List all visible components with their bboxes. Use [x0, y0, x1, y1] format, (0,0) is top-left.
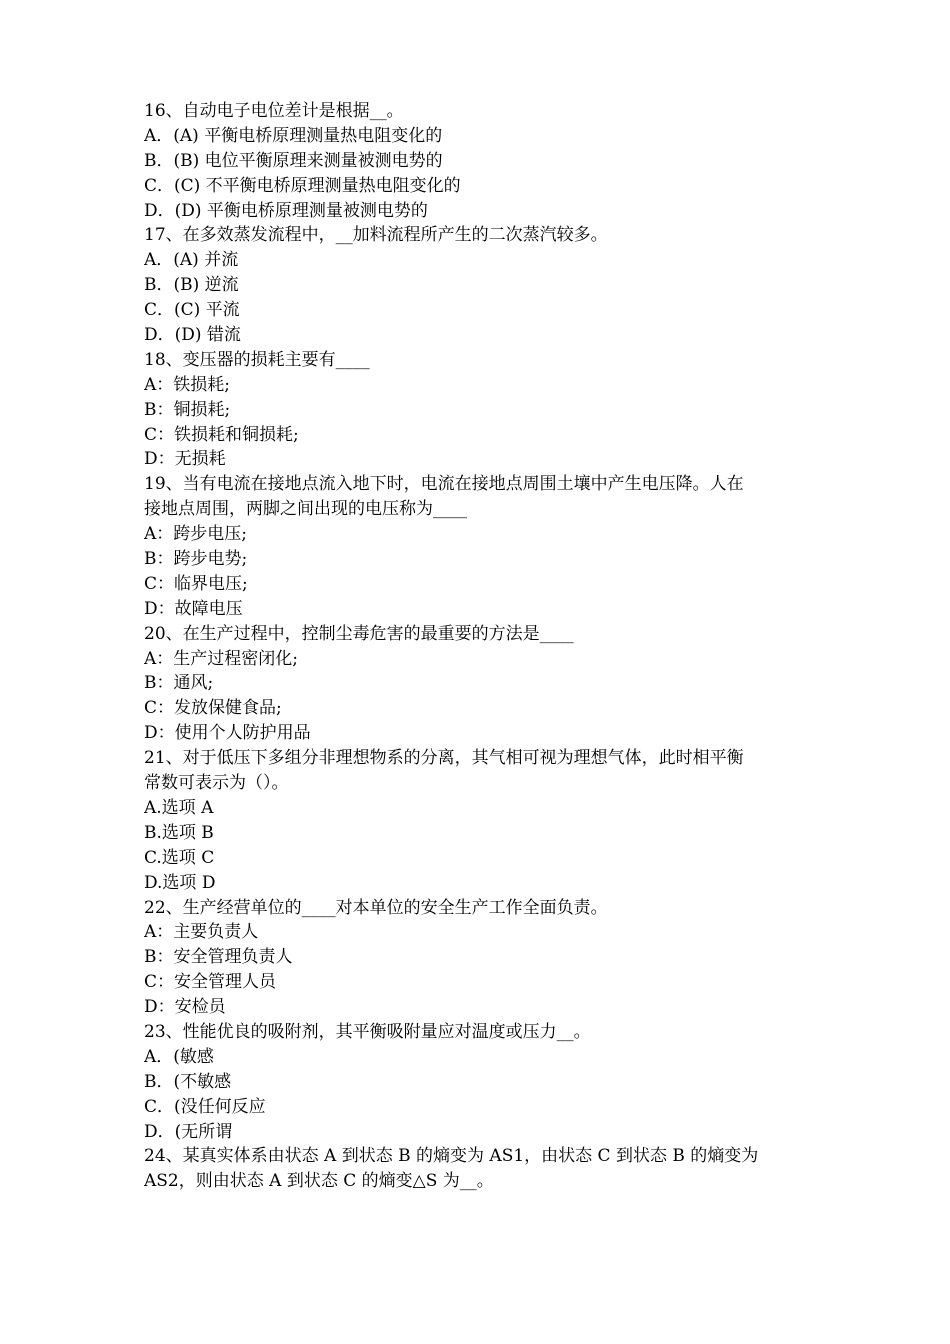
answer-option: B.选项 B [144, 822, 214, 843]
question-list [144, 99, 814, 1194]
question-text: 23、性能优良的吸附剂，其平衡吸附量应对温度或压力__。 [144, 1021, 591, 1042]
question-text: 20、在生产过程中，控制尘毒危害的最重要的方法是____ [144, 623, 574, 644]
answer-option: D：无损耗 [144, 449, 226, 470]
question-text: 接地点周围，两脚之间出现的电压称为____ [144, 499, 467, 520]
answer-option: C.选项 C [144, 847, 215, 868]
answer-option: C：发放保健食品; [144, 698, 282, 719]
answer-option: A．(敏感 [144, 1046, 214, 1067]
answer-option: A：跨步电压; [144, 524, 248, 545]
answer-option: B．(B) 逆流 [144, 275, 239, 296]
question-block [144, 1144, 814, 1194]
question-text: 19、当有电流在接地点流入地下时，电流在接地点周围土壤中产生电压降。人在 [144, 474, 744, 495]
answer-option: D：故障电压 [144, 598, 243, 619]
answer-option: D．(D) 平衡电桥原理测量被测电势的 [144, 200, 428, 221]
question-block [144, 348, 814, 472]
answer-option: B．(B) 电位平衡原理来测量被测电势的 [144, 150, 443, 171]
question-text: 16、自动电子电位差计是根据__。 [144, 101, 404, 121]
answer-option: A．(A) 平衡电桥原理测量热电阻变化的 [144, 125, 443, 146]
answer-option: D.选项 D [144, 872, 216, 893]
answer-option: C．(C) 平流 [144, 300, 240, 321]
answer-option: A．(A) 并流 [144, 250, 239, 271]
question-text: 17、在多效蒸发流程中，__加料流程所产生的二次蒸汽较多。 [144, 225, 608, 246]
answer-option: B：安全管理负责人 [144, 947, 293, 968]
answer-option: C：临界电压; [144, 573, 248, 594]
answer-option: B：通风; [144, 673, 214, 694]
answer-option: C．(C) 不平衡电桥原理测量热电阻变化的 [144, 175, 461, 196]
question-text: 22、生产经营单位的____对本单位的安全生产工作全面负责。 [144, 897, 608, 918]
answer-option: A.选项 A [144, 797, 214, 818]
answer-option: C．(没任何反应 [144, 1096, 266, 1117]
answer-option: C：铁损耗和铜损耗; [144, 424, 299, 445]
answer-option: A：生产过程密闭化; [144, 648, 299, 669]
answer-option: D．(D) 错流 [144, 325, 241, 346]
answer-option: D：使用个人防护用品 [144, 723, 311, 744]
question-block [144, 1020, 814, 1144]
question-text: 21、对于低压下多组分非理想物系的分离，其气相可视为理想气体，此时相平衡 [144, 748, 744, 769]
question-block [144, 472, 814, 621]
answer-option: A：铁损耗; [144, 374, 231, 395]
question-block [144, 896, 814, 1020]
answer-option: C：安全管理人员 [144, 972, 277, 993]
question-block [144, 223, 814, 347]
answer-option: A：主要负责人 [144, 922, 259, 943]
question-text: 常数可表示为（）。 [144, 773, 289, 794]
question-text: AS2，则由状态 A 到状态 C 的熵变△S 为__。 [144, 1171, 494, 1192]
question-block [144, 746, 814, 895]
question-block [144, 99, 814, 223]
question-text: 24、某真实体系由状态 A 到状态 B 的熵变为 AS1，由状态 C 到状态 B 的熵变为 [144, 1146, 759, 1167]
answer-option: D：安检员 [144, 997, 226, 1018]
question-text: 18、变压器的损耗主要有____ [144, 349, 370, 370]
answer-option: B：跨步电势; [144, 549, 248, 570]
answer-option: B．(不敏感 [144, 1071, 232, 1092]
answer-option: B：铜损耗; [144, 399, 231, 420]
question-block [144, 622, 814, 746]
answer-option: D．(无所谓 [144, 1121, 233, 1142]
